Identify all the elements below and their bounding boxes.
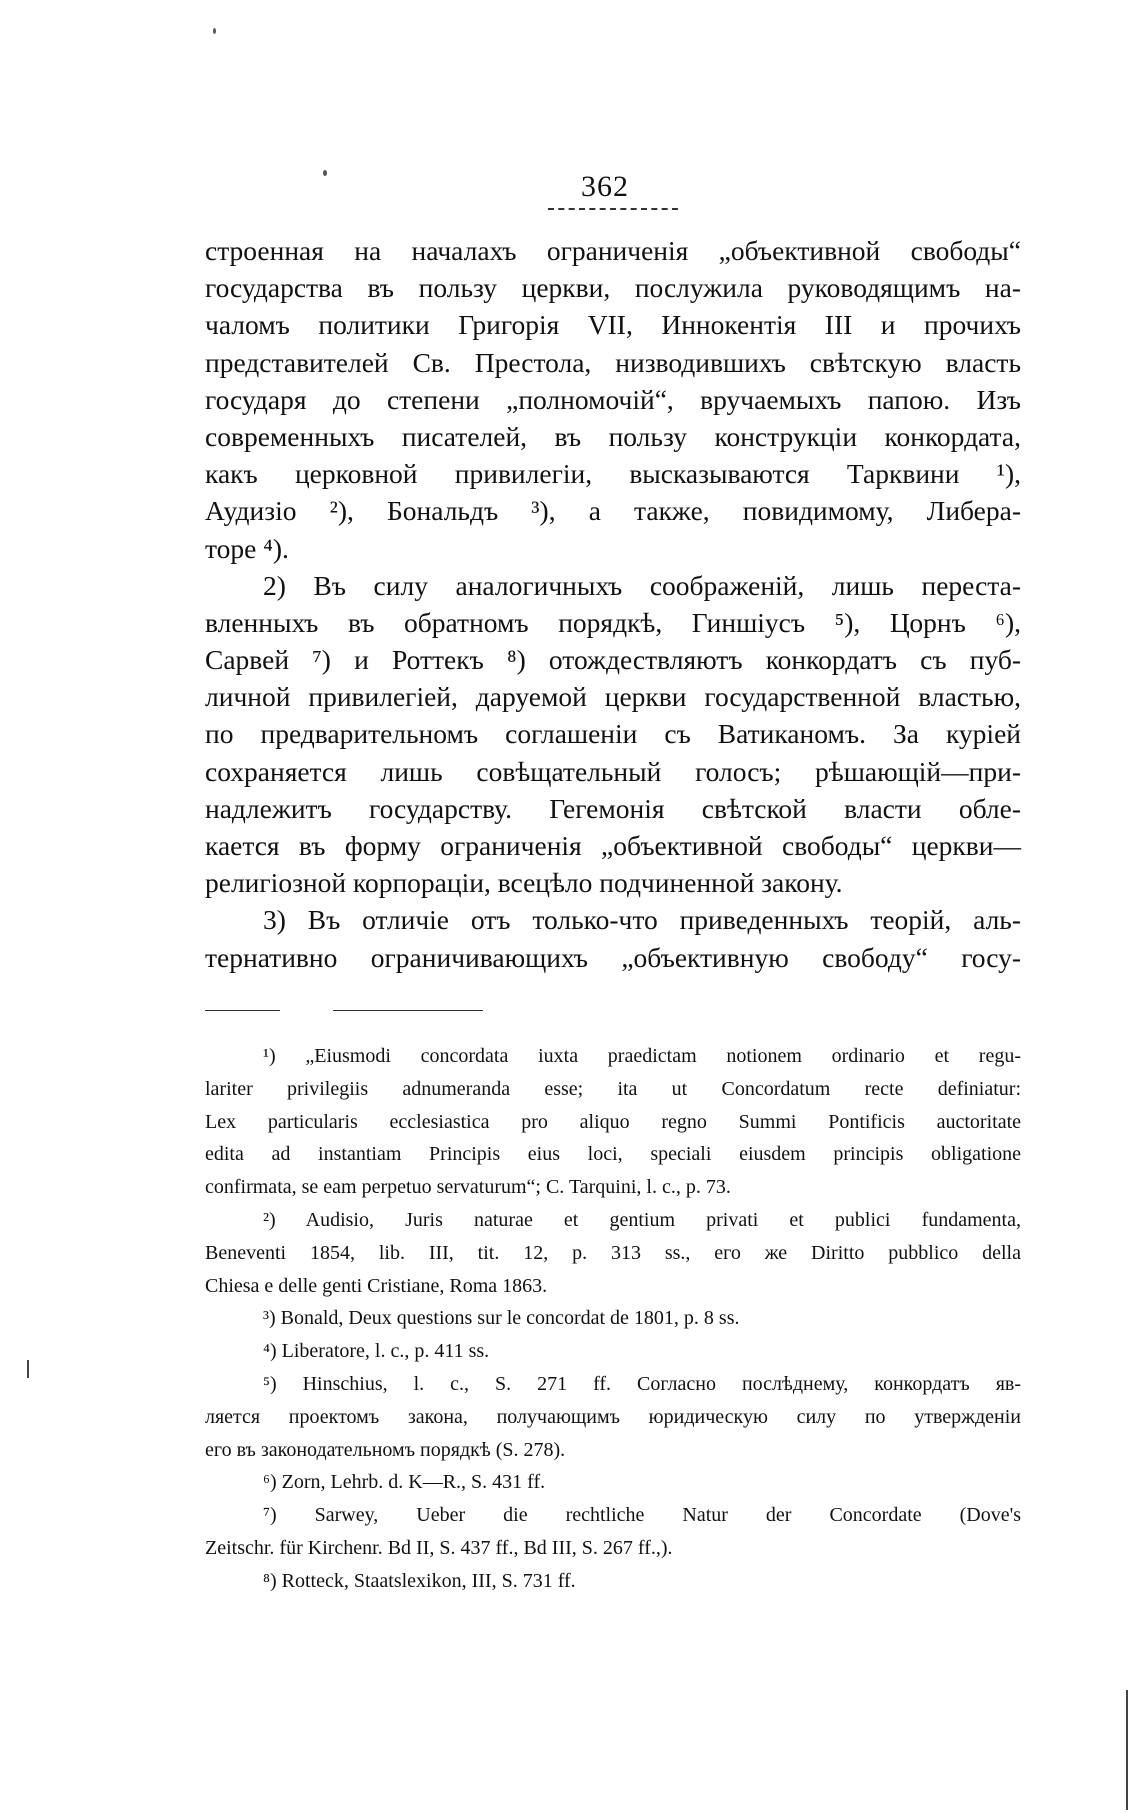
body-line: строенная на началахъ ограниченія „объективной свободы“	[205, 235, 1021, 266]
body-line: по предварительномъ соглашеніи съ Ватиканомъ. За куріей	[205, 718, 1021, 750]
footnote-line: ²) Audisio, Juris naturae et gentium privati et publici fundamenta,	[263, 1208, 1021, 1231]
body-line: Аудизіо ²), Бональдъ ³), а также, повидимому, Либера-	[205, 495, 1021, 527]
body-line: вленныхъ въ обратномъ порядкѣ, Гиншіусъ ⁵), Цорнъ ⁶),	[205, 606, 1021, 638]
scan-mark	[27, 1360, 29, 1378]
footnote-line: ⁷) Sarwey, Ueber die rechtliche Natur der Concordate (Dove's	[263, 1504, 1021, 1527]
footnote-line: edita ad instantiam Principis eius loci, speciali eiusdem principis obligatione	[205, 1143, 1021, 1166]
body-line: представителей Св. Престола, низводившихъ свѣтскую власть	[205, 346, 1021, 378]
scan-speck	[213, 28, 216, 34]
body-line: Сарвей ⁷) и Роттекъ ⁸) отождествляютъ конкордатъ съ пуб-	[205, 644, 1021, 676]
footnote-line: ³) Bonald, Deux questions sur le concordat de 1801, p. 8 ss.	[263, 1307, 740, 1330]
scan-speck	[323, 170, 327, 176]
body-line: сохраняется лишь совѣщательный голосъ; рѣшающій—при-	[205, 755, 1021, 787]
footnote-line: ⁶) Zorn, Lehrb. d. K—R., S. 431 ff.	[263, 1471, 546, 1494]
page-number: 362	[581, 170, 629, 203]
footnote-line: ⁵) Hinschius, l. c., S. 271 ff. Согласно послѣднему, конкордатъ яв-	[263, 1372, 1021, 1395]
footnote-line: Zeitschr. für Kirchenr. Bd II, S. 437 ff., Bd III, S. 267 ff.,).	[205, 1536, 673, 1559]
body-line: кается въ форму ограниченія „объективной свободы“ церкви—	[205, 830, 1021, 861]
footnote-line: его въ законодательномъ порядкѣ (S. 278).	[205, 1438, 566, 1461]
body-line: государства въ пользу церкви, послужила руководящимъ на-	[205, 272, 1021, 304]
body-line: личной привилегіей, даруемой церкви государственной властью,	[205, 681, 1021, 713]
footnote-line: Beneventi 1854, lib. III, tit. 12, p. 313 ss., его же Diritto pubblico della	[205, 1241, 1021, 1264]
body-line: современныхъ писателей, въ пользу конструкціи конкордата,	[205, 420, 1021, 452]
body-line: надлежитъ государству. Гегемонія свѣтской власти обле-	[205, 792, 1021, 824]
footnote-line: ⁸) Rotteck, Staatslexikon, III, S. 731 ff.	[263, 1569, 576, 1592]
footnote-line: ⁴) Liberatore, l. c., p. 411 ss.	[263, 1340, 490, 1363]
footnote-line: lariter privilegiis adnumeranda esse; ita ut Concordatum recte definiatur:	[205, 1077, 1021, 1100]
footnote-line: Lex particularis ecclesiastica pro aliquo regno Summi Pontificis auctoritate	[205, 1110, 1021, 1133]
footnote-line: confirmata, se eam perpetuo servaturum“; C. Tarquini, l. c., p. 73.	[205, 1176, 731, 1199]
body-line: торе ⁴).	[205, 532, 289, 564]
scan-edge-line	[1126, 1690, 1128, 1810]
body-line: тернативно ограничивающихъ „объективную свободу“ госу-	[205, 941, 1021, 973]
body-line: чаломъ политики Григорія VII, Иннокентія III и прочихъ	[205, 309, 1021, 341]
footnotes	[205, 1040, 1021, 1598]
footnote-rule	[333, 1010, 483, 1011]
body-line: какъ церковной привилегіи, высказываются Тарквини ¹),	[205, 458, 1021, 490]
body-line: 2) Въ силу аналогичныхъ соображеній, лишь переста-	[263, 569, 1021, 601]
body-line: государя до степени „полномочій“, вручаемыхъ папою. Изъ	[205, 383, 1021, 415]
page-number-rule	[548, 208, 678, 210]
footnote-separator	[205, 1010, 505, 1014]
footnote-rule	[205, 1010, 280, 1011]
main-text	[205, 232, 1021, 976]
footnote-line: Chiesa e delle genti Cristiane, Roma 1863.	[205, 1274, 548, 1297]
body-line: религіозной корпораціи, всецѣло подчиненной закону.	[205, 867, 843, 899]
body-line: 3) Въ отличіе отъ только-что приведенныхъ теорій, аль-	[263, 904, 1021, 936]
footnote-line: ¹) „Eiusmodi concordata iuxta praedictam notionem ordinario et regu-	[263, 1045, 1021, 1067]
footnote-line: ляется проектомъ закона, получающимъ юридическую силу по утвержденіи	[205, 1405, 1021, 1428]
